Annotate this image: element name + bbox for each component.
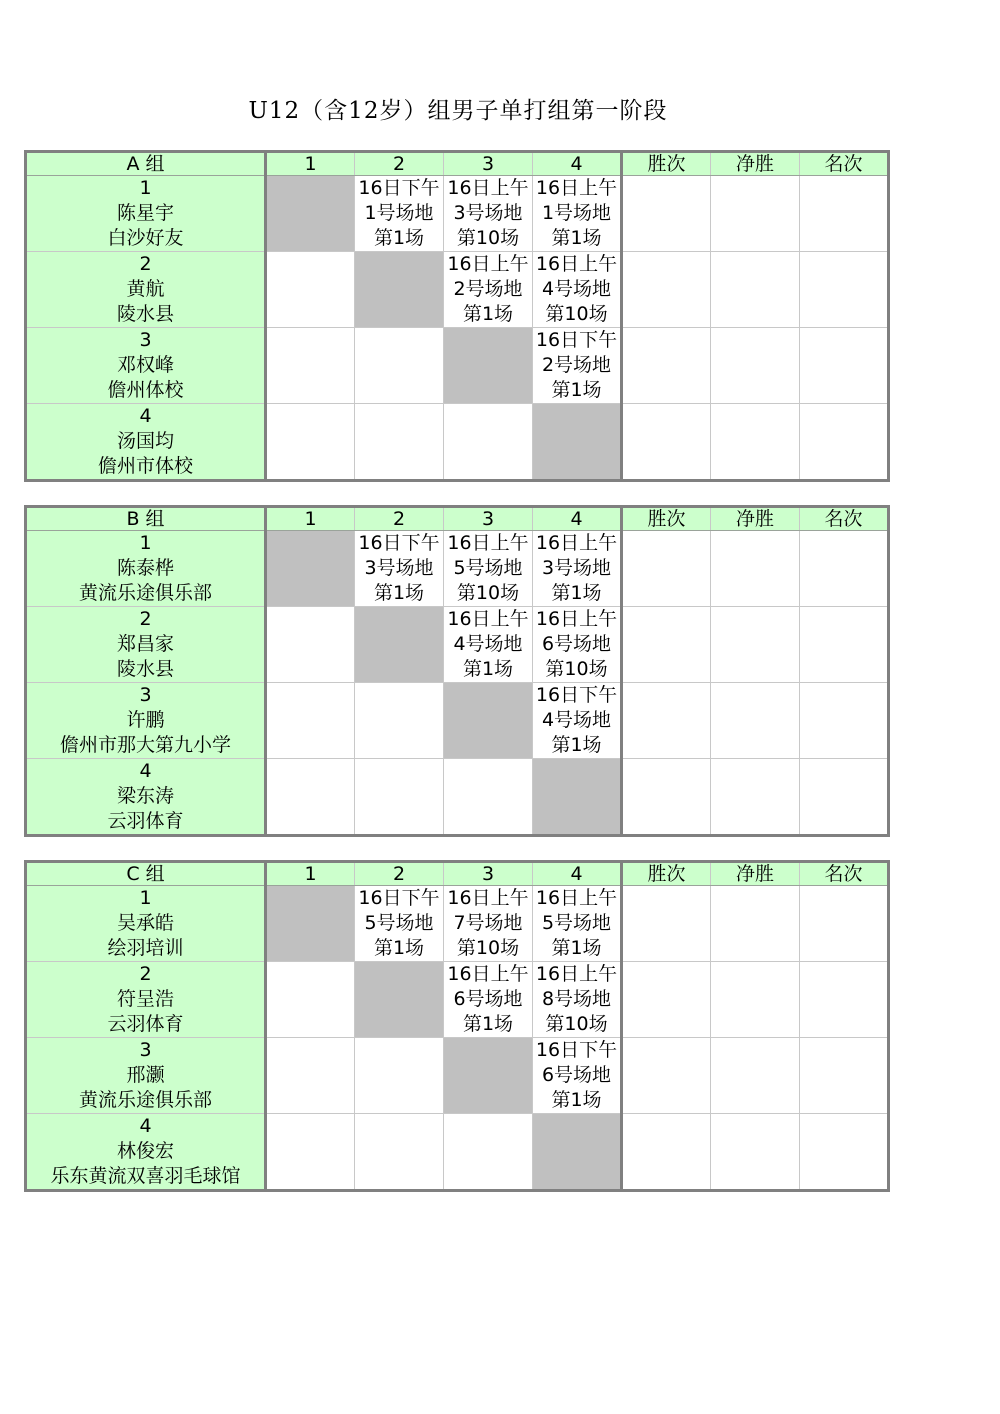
diagonal-cell <box>266 886 355 962</box>
result-cell <box>800 962 889 1038</box>
match-info-line: 5号场地 <box>453 557 523 579</box>
result-cell <box>622 1038 711 1114</box>
match-info-line: 第10场 <box>545 303 608 325</box>
result-cell <box>800 683 889 759</box>
table-row <box>26 176 889 252</box>
page-title: U12（含12岁）组男子单打组第一阶段 <box>248 98 668 124</box>
match-info-line: 16日下午 <box>358 887 440 909</box>
column-header: 3 <box>444 862 533 886</box>
player-num: 3 <box>139 684 152 706</box>
diagonal-cell <box>444 1038 533 1114</box>
table-row <box>26 962 889 1038</box>
player-name: 吴承皓 <box>116 912 174 934</box>
match-info-line: 第1场 <box>551 379 602 401</box>
table-row <box>26 607 889 683</box>
table-row <box>26 404 889 481</box>
match-info-line: 16日上午 <box>535 608 618 630</box>
column-header: 4 <box>533 152 622 176</box>
player-num: 2 <box>139 608 152 630</box>
column-header: 3 <box>444 507 533 531</box>
result-cell <box>800 252 889 328</box>
match-info-line: 16日上午 <box>447 963 529 985</box>
empty-cell <box>266 1114 355 1191</box>
result-cell <box>800 1114 889 1191</box>
diagonal-cell <box>533 404 622 481</box>
player-num: 3 <box>139 1039 152 1061</box>
match-info-line: 4号场地 <box>541 709 612 731</box>
group-a-table <box>24 150 890 482</box>
match-cell <box>533 886 622 962</box>
result-cell <box>711 607 800 683</box>
table-row <box>26 759 889 836</box>
group-name: C 组 <box>26 862 266 886</box>
player-name: 邓权峰 <box>116 354 174 376</box>
player-name: 邢灏 <box>126 1064 165 1086</box>
player-club: 黄流乐途俱乐部 <box>78 582 212 604</box>
match-info-line: 4号场地 <box>541 278 612 300</box>
player-cell <box>26 962 266 1038</box>
group-name: B 组 <box>26 507 266 531</box>
match-info-line: 第1场 <box>551 582 602 604</box>
match-info-line: 1号场地 <box>541 202 612 224</box>
empty-cell <box>266 962 355 1038</box>
group-name: A 组 <box>26 152 266 176</box>
column-header: 净胜 <box>711 507 800 531</box>
player-cell <box>26 683 266 759</box>
diagonal-cell <box>533 759 622 836</box>
match-cell <box>533 683 622 759</box>
player-club: 云羽体育 <box>107 810 184 832</box>
player-club: 云羽体育 <box>107 1013 184 1035</box>
table-row <box>26 531 889 607</box>
match-cell <box>355 886 444 962</box>
match-info-line: 6号场地 <box>453 988 523 1010</box>
match-cell <box>533 1038 622 1114</box>
player-club: 儋州市体校 <box>97 455 193 477</box>
empty-cell <box>355 759 444 836</box>
result-cell <box>711 404 800 481</box>
result-cell <box>622 962 711 1038</box>
diagonal-cell <box>355 962 444 1038</box>
match-info-line: 第1场 <box>462 1013 514 1035</box>
result-cell <box>711 1114 800 1191</box>
empty-cell <box>355 1114 444 1191</box>
player-name: 汤国均 <box>116 430 174 452</box>
column-header: 名次 <box>800 152 889 176</box>
match-info-line: 6号场地 <box>541 1064 612 1086</box>
column-header: 4 <box>533 507 622 531</box>
match-info-line: 第10场 <box>545 1013 608 1035</box>
match-info-line: 第10场 <box>456 937 520 959</box>
player-num: 1 <box>139 887 152 909</box>
player-name: 林俊宏 <box>116 1140 174 1162</box>
table-row <box>26 328 889 404</box>
diagonal-cell <box>355 607 444 683</box>
column-header: 3 <box>444 152 533 176</box>
diagonal-cell <box>266 531 355 607</box>
table-row <box>26 252 889 328</box>
empty-cell <box>266 759 355 836</box>
match-cell <box>533 252 622 328</box>
match-info-line: 16日上午 <box>535 963 618 985</box>
result-cell <box>622 607 711 683</box>
result-cell <box>800 607 889 683</box>
match-info-line: 第10场 <box>456 582 520 604</box>
column-header: 净胜 <box>711 862 800 886</box>
diagonal-cell <box>533 1114 622 1191</box>
match-info-line: 4号场地 <box>453 633 523 655</box>
result-cell <box>800 1038 889 1114</box>
result-cell <box>800 886 889 962</box>
player-club: 绘羽培训 <box>107 937 184 959</box>
player-num: 2 <box>139 253 152 275</box>
player-name: 符呈浩 <box>116 988 174 1010</box>
column-header: 名次 <box>800 507 889 531</box>
match-info-line: 3号场地 <box>364 557 434 579</box>
result-cell <box>711 759 800 836</box>
table-row <box>26 683 889 759</box>
result-cell <box>622 176 711 252</box>
player-club: 陵水县 <box>116 658 174 680</box>
match-info-line: 16日上午 <box>447 177 529 199</box>
result-cell <box>711 962 800 1038</box>
match-info-line: 7号场地 <box>453 912 523 934</box>
result-cell <box>711 531 800 607</box>
result-cell <box>800 328 889 404</box>
group-c-table <box>24 860 890 1192</box>
match-info-line: 3号场地 <box>453 202 523 224</box>
match-info-line: 5号场地 <box>541 912 612 934</box>
table-row <box>26 1114 889 1191</box>
match-info-line: 5号场地 <box>364 912 434 934</box>
diagonal-cell <box>266 176 355 252</box>
diagonal-cell <box>355 252 444 328</box>
match-info-line: 16日上午 <box>535 532 618 554</box>
match-info-line: 第1场 <box>462 658 514 680</box>
result-cell <box>622 252 711 328</box>
match-info-line: 16日上午 <box>447 253 529 275</box>
column-header: 名次 <box>800 862 889 886</box>
empty-cell <box>444 1114 533 1191</box>
player-cell <box>26 1038 266 1114</box>
match-cell <box>355 531 444 607</box>
match-cell <box>533 328 622 404</box>
empty-cell <box>444 404 533 481</box>
result-cell <box>622 886 711 962</box>
column-header: 1 <box>266 152 355 176</box>
column-header: 4 <box>533 862 622 886</box>
match-info-line: 2号场地 <box>453 278 523 300</box>
result-cell <box>622 404 711 481</box>
result-cell <box>711 328 800 404</box>
result-cell <box>711 886 800 962</box>
player-name: 郑昌家 <box>116 633 174 655</box>
match-info-line: 16日下午 <box>358 532 440 554</box>
result-cell <box>800 404 889 481</box>
result-cell <box>622 1114 711 1191</box>
player-club: 乐东黄流双喜羽毛球馆 <box>50 1165 241 1187</box>
empty-cell <box>355 404 444 481</box>
group-header-row <box>26 152 889 176</box>
group-header-row <box>26 862 889 886</box>
player-club: 陵水县 <box>116 303 174 325</box>
match-info-line: 第1场 <box>462 303 514 325</box>
player-club: 儋州市那大第九小学 <box>59 734 231 756</box>
match-info-line: 8号场地 <box>541 988 612 1010</box>
empty-cell <box>266 252 355 328</box>
column-header: 净胜 <box>711 152 800 176</box>
player-cell <box>26 176 266 252</box>
result-cell <box>711 252 800 328</box>
column-header: 1 <box>266 862 355 886</box>
result-cell <box>711 176 800 252</box>
match-info-line: 16日上午 <box>535 253 618 275</box>
match-info-line: 2号场地 <box>541 354 612 376</box>
match-info-line: 第1场 <box>373 582 425 604</box>
player-name: 梁东涛 <box>116 785 174 807</box>
empty-cell <box>266 328 355 404</box>
player-club: 黄流乐途俱乐部 <box>78 1089 212 1111</box>
result-cell <box>622 531 711 607</box>
player-num: 4 <box>139 405 152 427</box>
empty-cell <box>266 404 355 481</box>
empty-cell <box>266 683 355 759</box>
match-info-line: 3号场地 <box>541 557 612 579</box>
group-b-table <box>24 505 890 837</box>
match-info-line: 16日下午 <box>535 684 618 706</box>
match-info-line: 16日下午 <box>358 177 440 199</box>
match-info-line: 16日上午 <box>447 887 529 909</box>
match-info-line: 第10场 <box>456 227 520 249</box>
player-name: 黄航 <box>126 278 165 300</box>
player-club: 白沙好友 <box>107 227 184 249</box>
player-cell <box>26 328 266 404</box>
player-cell <box>26 607 266 683</box>
match-info-line: 16日下午 <box>535 329 618 351</box>
player-num: 4 <box>139 1115 152 1137</box>
diagonal-cell <box>444 328 533 404</box>
match-info-line: 16日上午 <box>535 887 618 909</box>
player-cell <box>26 531 266 607</box>
player-cell <box>26 1114 266 1191</box>
match-cell <box>444 962 533 1038</box>
match-cell <box>444 531 533 607</box>
player-cell <box>26 252 266 328</box>
match-info-line: 第1场 <box>551 227 602 249</box>
match-cell <box>444 176 533 252</box>
column-header: 胜次 <box>622 862 711 886</box>
match-cell <box>444 607 533 683</box>
result-cell <box>711 1038 800 1114</box>
match-cell <box>444 252 533 328</box>
table-row <box>26 886 889 962</box>
column-header: 胜次 <box>622 152 711 176</box>
empty-cell <box>355 328 444 404</box>
player-club: 儋州体校 <box>107 379 184 401</box>
column-header: 2 <box>355 862 444 886</box>
result-cell <box>622 759 711 836</box>
match-info-line: 第1场 <box>373 937 425 959</box>
match-info-line: 第1场 <box>551 734 602 756</box>
player-num: 2 <box>139 963 152 985</box>
match-cell <box>533 176 622 252</box>
empty-cell <box>355 1038 444 1114</box>
column-header: 2 <box>355 152 444 176</box>
match-info-line: 第10场 <box>545 658 608 680</box>
player-num: 1 <box>139 177 152 199</box>
match-info-line: 第1场 <box>551 937 602 959</box>
player-num: 3 <box>139 329 152 351</box>
column-header: 2 <box>355 507 444 531</box>
result-cell <box>800 531 889 607</box>
match-cell <box>533 531 622 607</box>
result-cell <box>622 328 711 404</box>
player-num: 1 <box>139 532 152 554</box>
match-cell <box>355 176 444 252</box>
column-header: 胜次 <box>622 507 711 531</box>
player-cell <box>26 886 266 962</box>
player-num: 4 <box>139 760 152 782</box>
match-info-line: 16日下午 <box>535 1039 618 1061</box>
group-header-row <box>26 507 889 531</box>
match-info-line: 16日上午 <box>447 608 529 630</box>
table-row <box>26 1038 889 1114</box>
match-info-line: 第1场 <box>551 1089 602 1111</box>
match-info-line: 第1场 <box>373 227 425 249</box>
match-info-line: 1号场地 <box>364 202 434 224</box>
match-cell <box>533 962 622 1038</box>
match-cell <box>444 886 533 962</box>
player-name: 许鹏 <box>126 709 165 731</box>
empty-cell <box>444 759 533 836</box>
player-cell <box>26 404 266 481</box>
match-info-line: 16日上午 <box>447 532 529 554</box>
player-cell <box>26 759 266 836</box>
empty-cell <box>266 607 355 683</box>
result-cell <box>800 176 889 252</box>
empty-cell <box>266 1038 355 1114</box>
match-info-line: 16日上午 <box>535 177 618 199</box>
result-cell <box>800 759 889 836</box>
empty-cell <box>355 683 444 759</box>
player-name: 陈泰桦 <box>116 557 174 579</box>
result-cell <box>711 683 800 759</box>
match-cell <box>533 607 622 683</box>
match-info-line: 6号场地 <box>541 633 612 655</box>
player-name: 陈星宇 <box>116 202 174 224</box>
column-header: 1 <box>266 507 355 531</box>
result-cell <box>622 683 711 759</box>
diagonal-cell <box>444 683 533 759</box>
